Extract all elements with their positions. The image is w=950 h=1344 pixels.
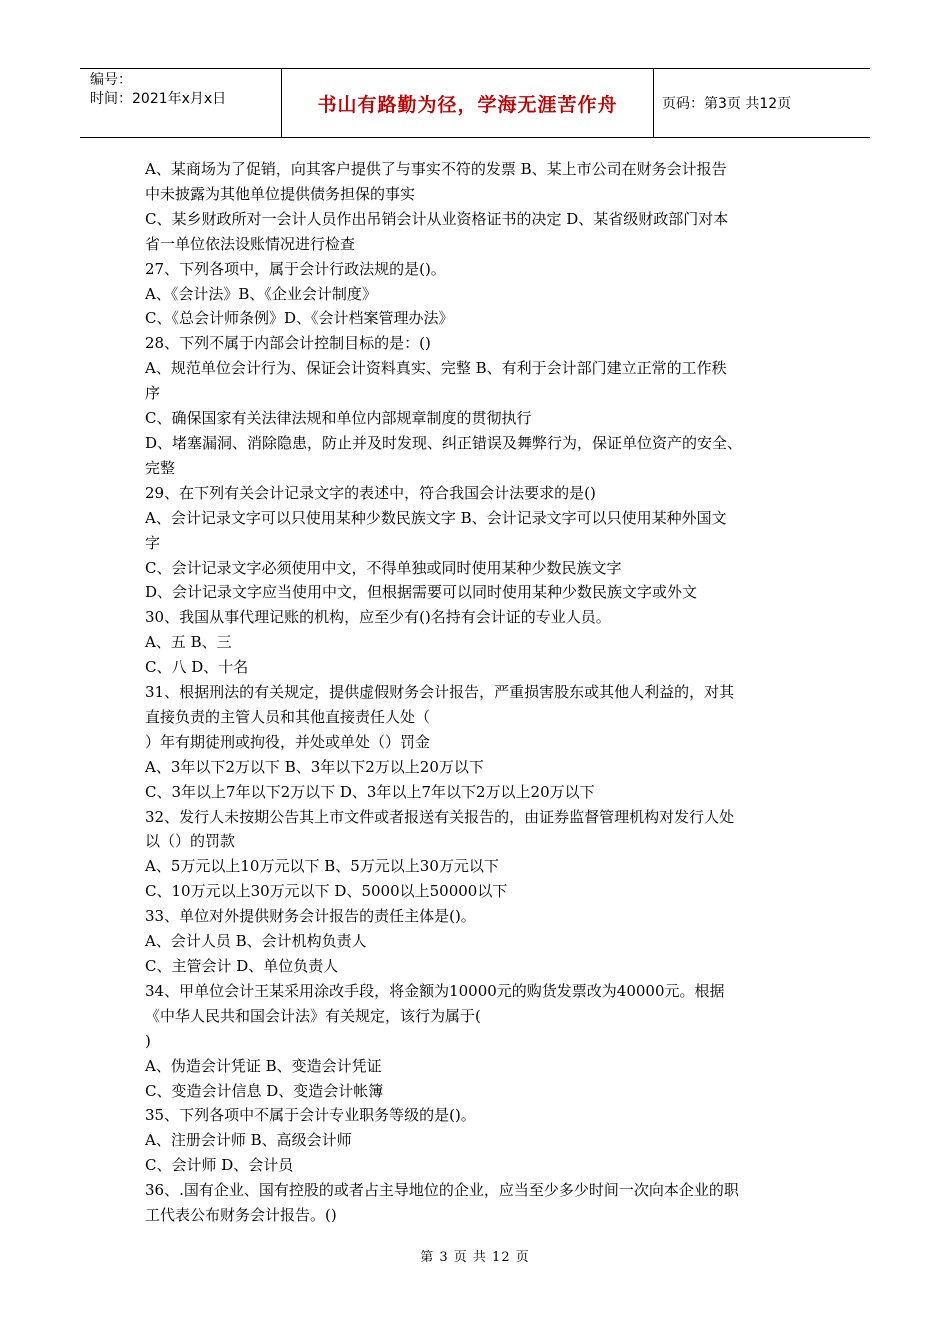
text-line: 《中华人民共和国会计法》有关规定，该行为属于( — [145, 1006, 481, 1025]
text-line: 直接负责的主管人员和其他直接责任人处（ — [145, 707, 431, 726]
text-line: 31、根据刑法的有关规定，提供虚假财务会计报告，严重损害股东或其他人利益的，对其 — [145, 683, 735, 702]
text-line: 32、发行人未按期公告其上市文件或者报送有关报告的，由证券监督管理机构对发行人处 — [145, 807, 735, 826]
header-motto: 书山有路勤为径，学海无涯苦作舟 — [282, 69, 654, 137]
text-line: C、3年以上7年以下2万以下 D、3年以上7年以下2万以上20万以下 — [145, 782, 595, 801]
text-line: 完整 — [145, 458, 176, 477]
text-line: C、变造会计信息 D、变造会计帐簿 — [145, 1081, 384, 1100]
text-line: 字 — [145, 533, 161, 552]
text-line: ) — [145, 1031, 151, 1050]
text-line: 35、下列各项中不属于会计专业职务等级的是()。 — [145, 1106, 476, 1125]
text-line: A、会计记录文字可以只使用某种少数民族文字 B、会计记录文字可以只使用某种外国文 — [145, 508, 727, 527]
document-date: 时间：2021年x月x日 — [90, 91, 227, 107]
text-line: A、5万元以上10万元以下 B、5万元以上30万元以下 — [145, 857, 499, 876]
text-line: 36、.国有企业、国有控股的或者占主导地位的企业，应当至少多少时间一次向本企业的职 — [145, 1181, 739, 1200]
text-line: 30、我国从事代理记账的机构，应至少有()名持有会计证的专业人员。 — [145, 608, 611, 627]
text-line: A、五 B、三 — [145, 633, 232, 652]
text-line: A、《会计法》B、《企业会计制度》 — [145, 284, 377, 303]
text-line: 33、单位对外提供财务会计报告的责任主体是()。 — [145, 907, 476, 926]
document-body — [145, 157, 817, 1228]
text-line: 工代表公布财务会计报告。() — [145, 1206, 337, 1225]
document-number: 编号： — [90, 72, 132, 88]
text-line: A、伪造会计凭证 B、变造会计凭证 — [145, 1056, 382, 1075]
text-line: 34、甲单位会计王某采用涂改手段，将金额为10000元的购货发票改为40000元。根据 — [145, 981, 725, 1000]
text-line: 以（）的罚款 — [145, 832, 236, 851]
text-line: C、某乡财政所对一会计人员作出吊销会计从业资格证书的决定 D、某省级财政部门对本 — [145, 209, 729, 228]
text-line: D、堵塞漏洞、消除隐患，防止并及时发现、纠正错误及舞弊行为，保证单位资产的安全、 — [145, 433, 743, 452]
text-line: A、规范单位会计行为、保证会计资料真实、完整 B、有利于会计部门建立正常的工作秩 — [145, 359, 727, 378]
header-meta — [80, 69, 282, 137]
text-line: A、会计人员 B、会计机构负责人 — [145, 932, 367, 951]
text-line: C、主管会计 D、单位负责人 — [145, 957, 339, 975]
text-line: C、会计记录文字必须使用中文，不得单独或同时使用某种少数民族文字 — [145, 558, 622, 577]
text-line: 序 — [145, 384, 161, 403]
text-line: C、10万元以上30万元以下 D、5000以上50000以下 — [145, 882, 508, 901]
header-page-info: 页码：第3页 共12页 — [662, 96, 792, 112]
text-line: 29、在下列有关会计记录文字的表述中，符合我国会计法要求的是() — [145, 483, 596, 502]
text-line: C、确保国家有关法律法规和单位内部规章制度的贯彻执行 — [145, 409, 532, 428]
text-line: A、3年以下2万以下 B、3年以下2万以上20万以下 — [145, 757, 484, 776]
text-line: A、某商场为了促销，向其客户提供了与事实不符的发票 B、某上市公司在财务会计报告 — [145, 160, 727, 178]
text-line: 中未披露为其他单位提供债务担保的事实 — [145, 184, 416, 203]
text-line: D、会计记录文字应当使用中文，但根据需要可以同时使用某种少数民族文字或外文 — [145, 583, 698, 602]
text-line: A、注册会计师 B、高级会计师 — [145, 1131, 352, 1150]
text-line: C、八 D、十名 — [145, 658, 249, 677]
text-line: C、会计师 D、会计员 — [145, 1156, 294, 1175]
text-line: ）年有期徒刑或拘役，并处或单处（）罚金 — [145, 732, 431, 751]
text-line: 省一单位依法设账情况进行检查 — [145, 234, 356, 253]
document-header — [80, 68, 870, 138]
text-line: 28、下列不属于内部会计控制目标的是：() — [145, 334, 431, 353]
page-footer: 第 3 页 共 12 页 — [420, 1250, 530, 1265]
text-line: 27、下列各项中，属于会计行政法规的是()。 — [145, 259, 446, 278]
text-line: C、《总会计师条例》D、《会计档案管理办法》 — [145, 309, 454, 328]
